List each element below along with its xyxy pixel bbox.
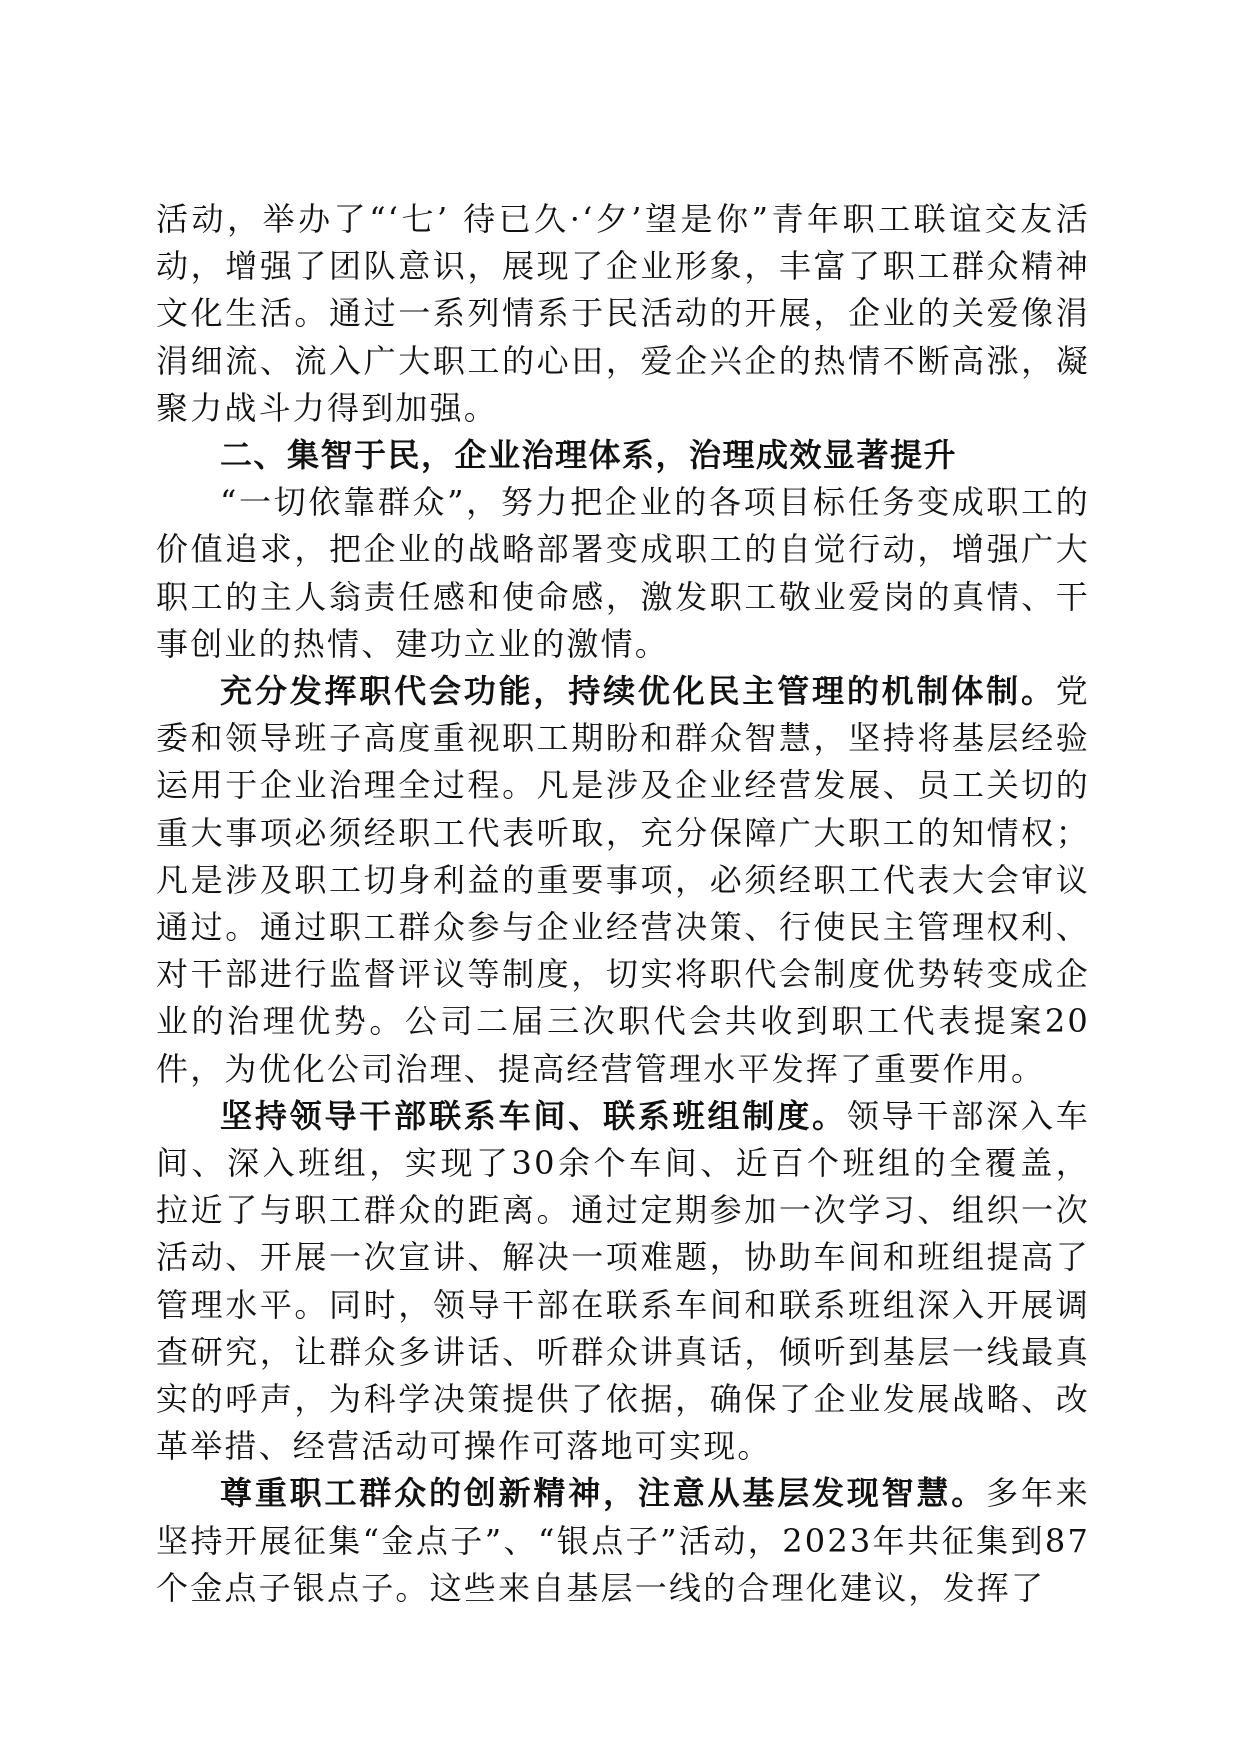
paragraph-intro xyxy=(156,479,1090,668)
paragraph-lead: 坚持领导干部联系车间、联系班组制度。 xyxy=(220,1096,847,1135)
paragraph-innovation xyxy=(156,1470,1090,1612)
paragraph-lead: 尊重职工群众的创新精神，注意从基层发现智慧。 xyxy=(220,1474,987,1513)
paragraph-text: 领导干部深入车间、深入班组，实现了30余个车间、近百个班组的全覆盖，拉近了与职工群众的距离。通过定期参加一次学习、组织一次活动、开展一次宣讲、解决一项难题，协助车间和班组提高了管理水平。同时，领导干部在联系车间和联系班组深入开展调查研究，让群众多讲话、听群众讲真话，倾听到基层一线最真实的呼声，为科学决策提供了依据，确保了企业发展战略、改革举措、经营活动可操作可落地可实现。 xyxy=(156,1096,1090,1466)
paragraph-congress xyxy=(156,668,1090,1093)
section-heading: 二、集智于民，企业治理体系，治理成效显著提升 xyxy=(220,436,958,475)
paragraph-lead: 充分发挥职代会功能，持续优化民主管理的机制体制。 xyxy=(220,672,1056,711)
paragraph-text: 党委和领导班子高度重视职工期盼和群众智慧，坚持将基层经验运用于企业治理全过程。凡是涉及企业经营发展、员工关切的重大事项必须经职工代表听取，充分保障广大职工的知情权；凡是涉及职工切身利益的重要事项，必须经职工代表大会审议通过。通过职工群众参与企业经营决策、行使民主管理权利、对干部进行监督评议等制度，切实将职代会制度优势转变成企业的治理优势。公司二届三次职代会共收到职工代表提案20件，为优化公司治理、提高经营管理水平发挥了重要作用。 xyxy=(156,672,1090,1088)
paragraph-text: 多年来坚持开展征集“金点子”、“银点子”活动，2023年共征集到87个金点子银点子。这些来自基层一线的合理化建议，发挥了 xyxy=(156,1474,1090,1607)
paragraph-text: 活动，举办了“‘七’ 待已久·‘夕’望是你”青年职工联谊交友活动，增强了团队意识，展现了企业形象，丰富了职工群众精神文化生活。通过一系列情系于民活动的开展，企业的关爱像涓涓细流、流入广大职工的心田，爱企兴企的热情不断高涨，凝聚力战斗力得到加强。 xyxy=(156,200,1090,427)
paragraph-continued xyxy=(156,196,1090,432)
document-body xyxy=(156,196,1090,1612)
paragraph-leaders xyxy=(156,1093,1090,1471)
paragraph-text: “一切依靠群众”，努力把企业的各项目标任务变成职工的价值追求，把企业的战略部署变成职工的自觉行动，增强广大职工的主人翁责任感和使命感，激发职工敬业爱岗的真情、干事创业的热情、建功立业的激情。 xyxy=(156,483,1090,663)
